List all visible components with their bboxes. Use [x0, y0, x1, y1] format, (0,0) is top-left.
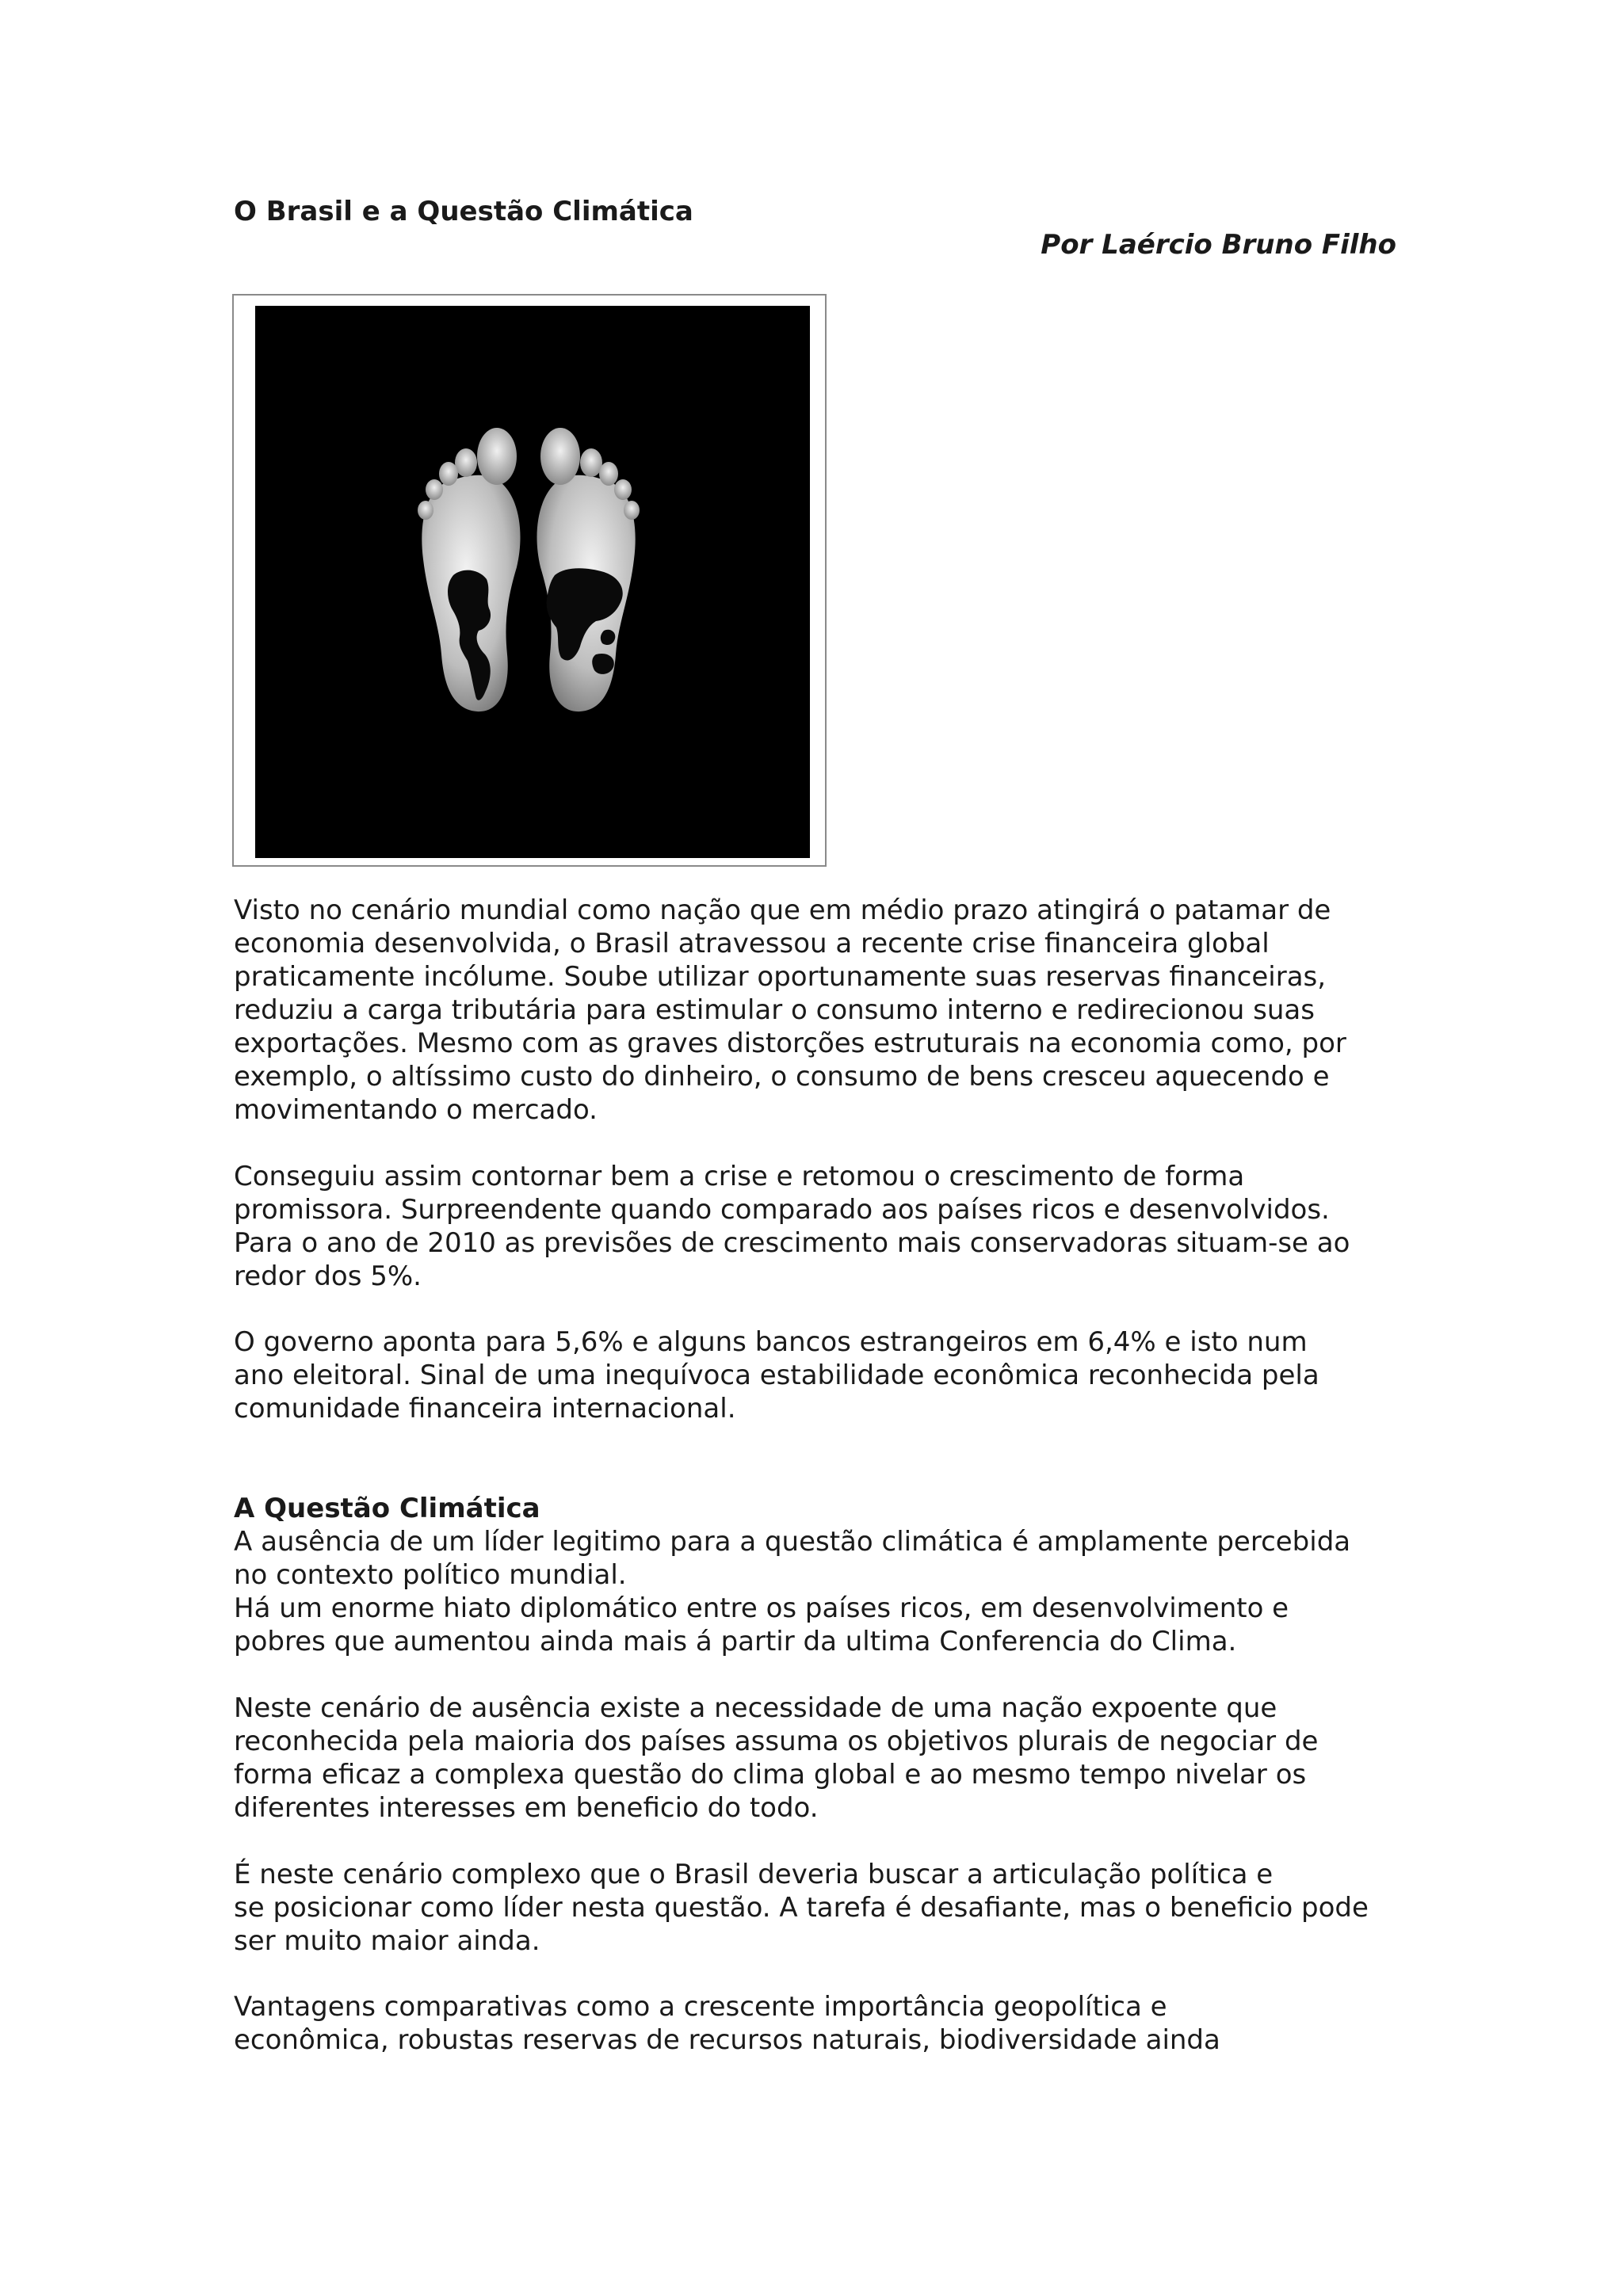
paragraph-2	[234, 1160, 1407, 1293]
paragraph-6	[234, 1858, 1407, 1958]
text-line: Para o ano de 2010 as previsões de crescimento mais conservadoras situam-se ao	[234, 1227, 1350, 1259]
text-line: se posicionar como líder nesta questão. A tarefa é desafiante, mas o beneficio pode	[234, 1892, 1369, 1924]
text-line: comunidade financeira internacional.	[234, 1393, 736, 1425]
text-line: praticamente incólume. Soube utilizar oportunamente suas reservas financeiras,	[234, 961, 1327, 993]
text-line: Vantagens comparativas como a crescente importância geopolítica e	[234, 1991, 1167, 2023]
feet-world-map-icon	[255, 306, 810, 858]
paragraph-1	[234, 894, 1407, 1127]
text-line: no contexto político mundial.	[234, 1559, 627, 1591]
text-line: reconhecida pela maioria dos países assuma os objetivos plurais de negociar de	[234, 1726, 1319, 1757]
author-byline: Por Laércio Bruno Filho	[1041, 229, 1396, 261]
text-line: Conseguiu assim contornar bem a crise e retomou o crescimento de forma	[234, 1161, 1245, 1192]
text-line: diferentes interesses em beneficio do todo.	[234, 1792, 819, 1824]
text-line: redor dos 5%.	[234, 1261, 422, 1292]
text-line: Há um enorme hiato diplomático entre os países ricos, em desenvolvimento e	[234, 1592, 1289, 1624]
text-line: pobres que aumentou ainda mais á partir da ultima Conferencia do Clima.	[234, 1626, 1237, 1657]
text-line: promissora. Surpreendente quando comparado aos países ricos e desenvolvidos.	[234, 1194, 1330, 1226]
text-line: A ausência de um líder legitimo para a questão climática é amplamente percebida	[234, 1526, 1351, 1558]
text-line: Neste cenário de ausência existe a necessidade de uma nação expoente que	[234, 1692, 1277, 1724]
paragraph-5	[234, 1691, 1407, 1825]
text-line: reduziu a carga tributária para estimular o consumo interno e redirecionou suas	[234, 994, 1315, 1026]
text-line: É neste cenário complexo que o Brasil deveria buscar a articulação política e	[234, 1859, 1274, 1890]
text-line: exemplo, o altíssimo custo do dinheiro, o consumo de bens cresceu aquecendo e	[234, 1061, 1330, 1093]
section-climate	[234, 1492, 1407, 1658]
text-line: economia desenvolvida, o Brasil atravessou a recente crise financeira global	[234, 928, 1270, 959]
text-line: ser muito maior ainda.	[234, 1925, 540, 1957]
text-line: econômica, robustas reservas de recursos naturais, biodiversidade ainda	[234, 2024, 1220, 2056]
text-line: movimentando o mercado.	[234, 1094, 598, 1126]
paragraph-7	[234, 1990, 1407, 2057]
paragraph-3	[234, 1325, 1407, 1425]
text-line: O governo aponta para 5,6% e alguns bancos estrangeiros em 6,4% e isto num	[234, 1326, 1308, 1358]
figure-frame	[232, 294, 827, 867]
feet-world-map-photo	[255, 306, 810, 858]
section-heading: A Questão Climática	[234, 1493, 540, 1524]
text-line: exportações. Mesmo com as graves distorções estruturais na economia como, por	[234, 1028, 1346, 1059]
document-title: O Brasil e a Questão Climática	[234, 196, 693, 227]
text-line: Visto no cenário mundial como nação que em médio prazo atingirá o patamar de	[234, 894, 1331, 926]
text-line: ano eleitoral. Sinal de uma inequívoca estabilidade econômica reconhecida pela	[234, 1360, 1319, 1391]
text-line: forma eficaz a complexa questão do clima global e ao mesmo tempo nivelar os	[234, 1759, 1307, 1791]
